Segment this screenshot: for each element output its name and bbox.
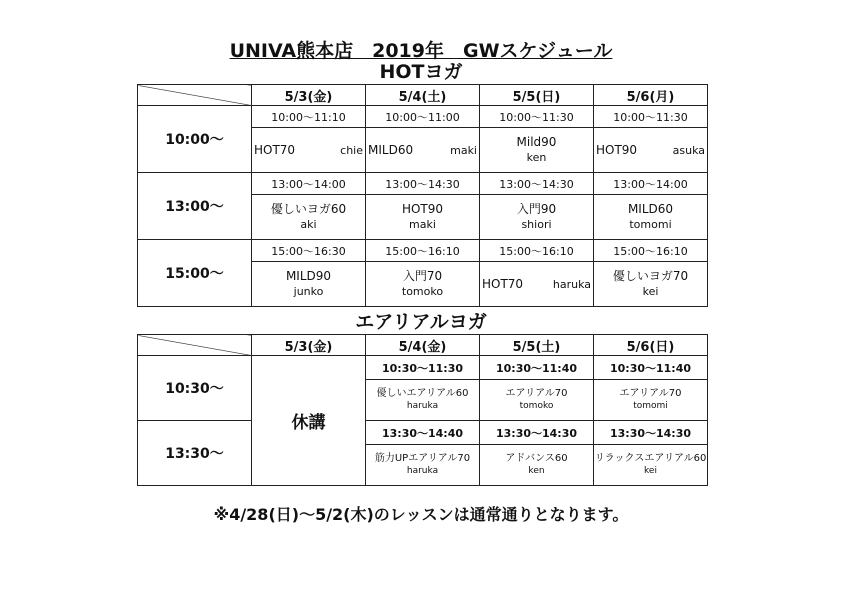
class-name: MILD60 [368, 142, 414, 157]
instructor-name: tomomi [629, 218, 672, 231]
time-slot: 10:30～11:40 [480, 356, 594, 380]
time-slot: 10:30～11:40 [594, 356, 708, 380]
class-cell [594, 128, 708, 173]
class-cell [366, 445, 480, 486]
time-label: 13:00～ [138, 173, 252, 240]
corner-cell [138, 335, 252, 356]
instructor-name: ken [528, 466, 545, 476]
class-name: 入門70 [402, 269, 443, 283]
instructor-name: haruka [552, 277, 591, 291]
time-slot: 15:00～16:10 [366, 240, 480, 262]
day-header: 5/3(金) [252, 85, 366, 106]
class-name: エアリアル70 [505, 388, 568, 399]
aerial-header-row [138, 335, 708, 356]
class-cell [480, 380, 594, 421]
table-row [138, 106, 708, 128]
class-name: Mild90 [516, 135, 557, 149]
time-slot: 15:00～16:10 [480, 240, 594, 262]
day-header: 5/6(月) [594, 85, 708, 106]
table-row [138, 173, 708, 195]
table-row [138, 356, 708, 380]
time-slot: 13:00～14:00 [594, 173, 708, 195]
time-slot: 10:00～11:00 [366, 106, 480, 128]
class-name: 筋力UPエアリアル70 [374, 453, 471, 464]
footnote: ※4/28(日)～5/2(木)のレッスンは通常通りとなります。 [213, 505, 629, 524]
instructor-name: maki [450, 143, 477, 157]
instructor-name: chie [340, 143, 363, 157]
time-slot: 13:30～14:40 [366, 421, 480, 445]
class-name: HOT70 [482, 276, 524, 291]
class-name: 優しいヨガ60 [270, 202, 347, 216]
class-cell [252, 195, 366, 240]
class-name: エアリアル70 [619, 388, 682, 399]
class-cell [480, 195, 594, 240]
class-cell [594, 195, 708, 240]
time-label: 10:30～ [138, 356, 252, 421]
time-slot: 13:00～14:30 [480, 173, 594, 195]
time-label: 13:30～ [138, 421, 252, 486]
instructor-name: asuka [672, 143, 705, 157]
class-cell [366, 128, 480, 173]
class-name: 入門90 [516, 202, 557, 216]
page-title: UNIVA熊本店 2019年 GWスケジュール [229, 40, 613, 62]
hot-yoga-title: HOTヨガ [379, 61, 463, 83]
class-name: アドバンス60 [505, 453, 568, 464]
time-slot: 15:00～16:10 [594, 240, 708, 262]
class-name: HOT70 [254, 142, 296, 157]
class-name: リラックスエアリアル60 [594, 453, 707, 464]
day-header: 5/4(金) [366, 335, 480, 356]
class-name: MILD90 [285, 269, 332, 283]
class-cell [480, 445, 594, 486]
day-header: 5/3(金) [252, 335, 366, 356]
corner-cell [138, 85, 252, 106]
instructor-name: maki [409, 218, 436, 231]
class-cell [594, 445, 708, 486]
day-header: 5/6(日) [594, 335, 708, 356]
instructor-name: aki [300, 218, 317, 231]
instructor-name: tomoko [519, 401, 554, 411]
aerial-yoga-schedule-table [137, 334, 708, 486]
day-header: 5/5(日) [480, 85, 594, 106]
time-label: 15:00～ [138, 240, 252, 307]
time-slot: 10:00～11:30 [480, 106, 594, 128]
class-cell [252, 262, 366, 307]
time-slot: 10:30～11:30 [366, 356, 480, 380]
class-cell [480, 128, 594, 173]
closed-cell: 休講 [252, 356, 366, 486]
instructor-name: tomoko [401, 285, 444, 298]
time-slot: 13:00～14:30 [366, 173, 480, 195]
class-name: HOT90 [596, 142, 638, 157]
class-name: 優しいエアリアル60 [376, 388, 469, 399]
table-row [138, 240, 708, 262]
time-slot: 15:00～16:30 [252, 240, 366, 262]
instructor-name: tomomi [633, 401, 668, 411]
aerial-yoga-title: エアリアルヨガ [355, 311, 487, 333]
time-slot: 10:00～11:10 [252, 106, 366, 128]
time-slot: 10:00～11:30 [594, 106, 708, 128]
class-cell [480, 262, 594, 307]
time-slot: 13:00～14:00 [252, 173, 366, 195]
class-name: MILD60 [627, 202, 674, 216]
table-row [138, 421, 708, 445]
time-slot: 13:30～14:30 [480, 421, 594, 445]
day-header: 5/4(土) [366, 85, 480, 106]
class-cell [594, 380, 708, 421]
instructor-name: haruka [406, 401, 439, 411]
class-cell [366, 380, 480, 421]
hot-header-row [138, 85, 708, 106]
class-name: HOT90 [401, 202, 444, 216]
instructor-name: junko [293, 285, 324, 298]
hot-yoga-schedule-table [137, 84, 708, 307]
time-label: 10:00～ [138, 106, 252, 173]
instructor-name: shiori [521, 218, 552, 231]
instructor-name: kei [642, 285, 659, 298]
class-cell [594, 262, 708, 307]
instructor-name: kei [644, 466, 657, 476]
day-header: 5/5(土) [480, 335, 594, 356]
class-cell [252, 128, 366, 173]
instructor-name: haruka [406, 466, 439, 476]
class-cell [366, 195, 480, 240]
class-name: 優しいヨガ70 [612, 269, 689, 283]
instructor-name: ken [526, 151, 547, 164]
time-slot: 13:30～14:30 [594, 421, 708, 445]
class-cell [366, 262, 480, 307]
